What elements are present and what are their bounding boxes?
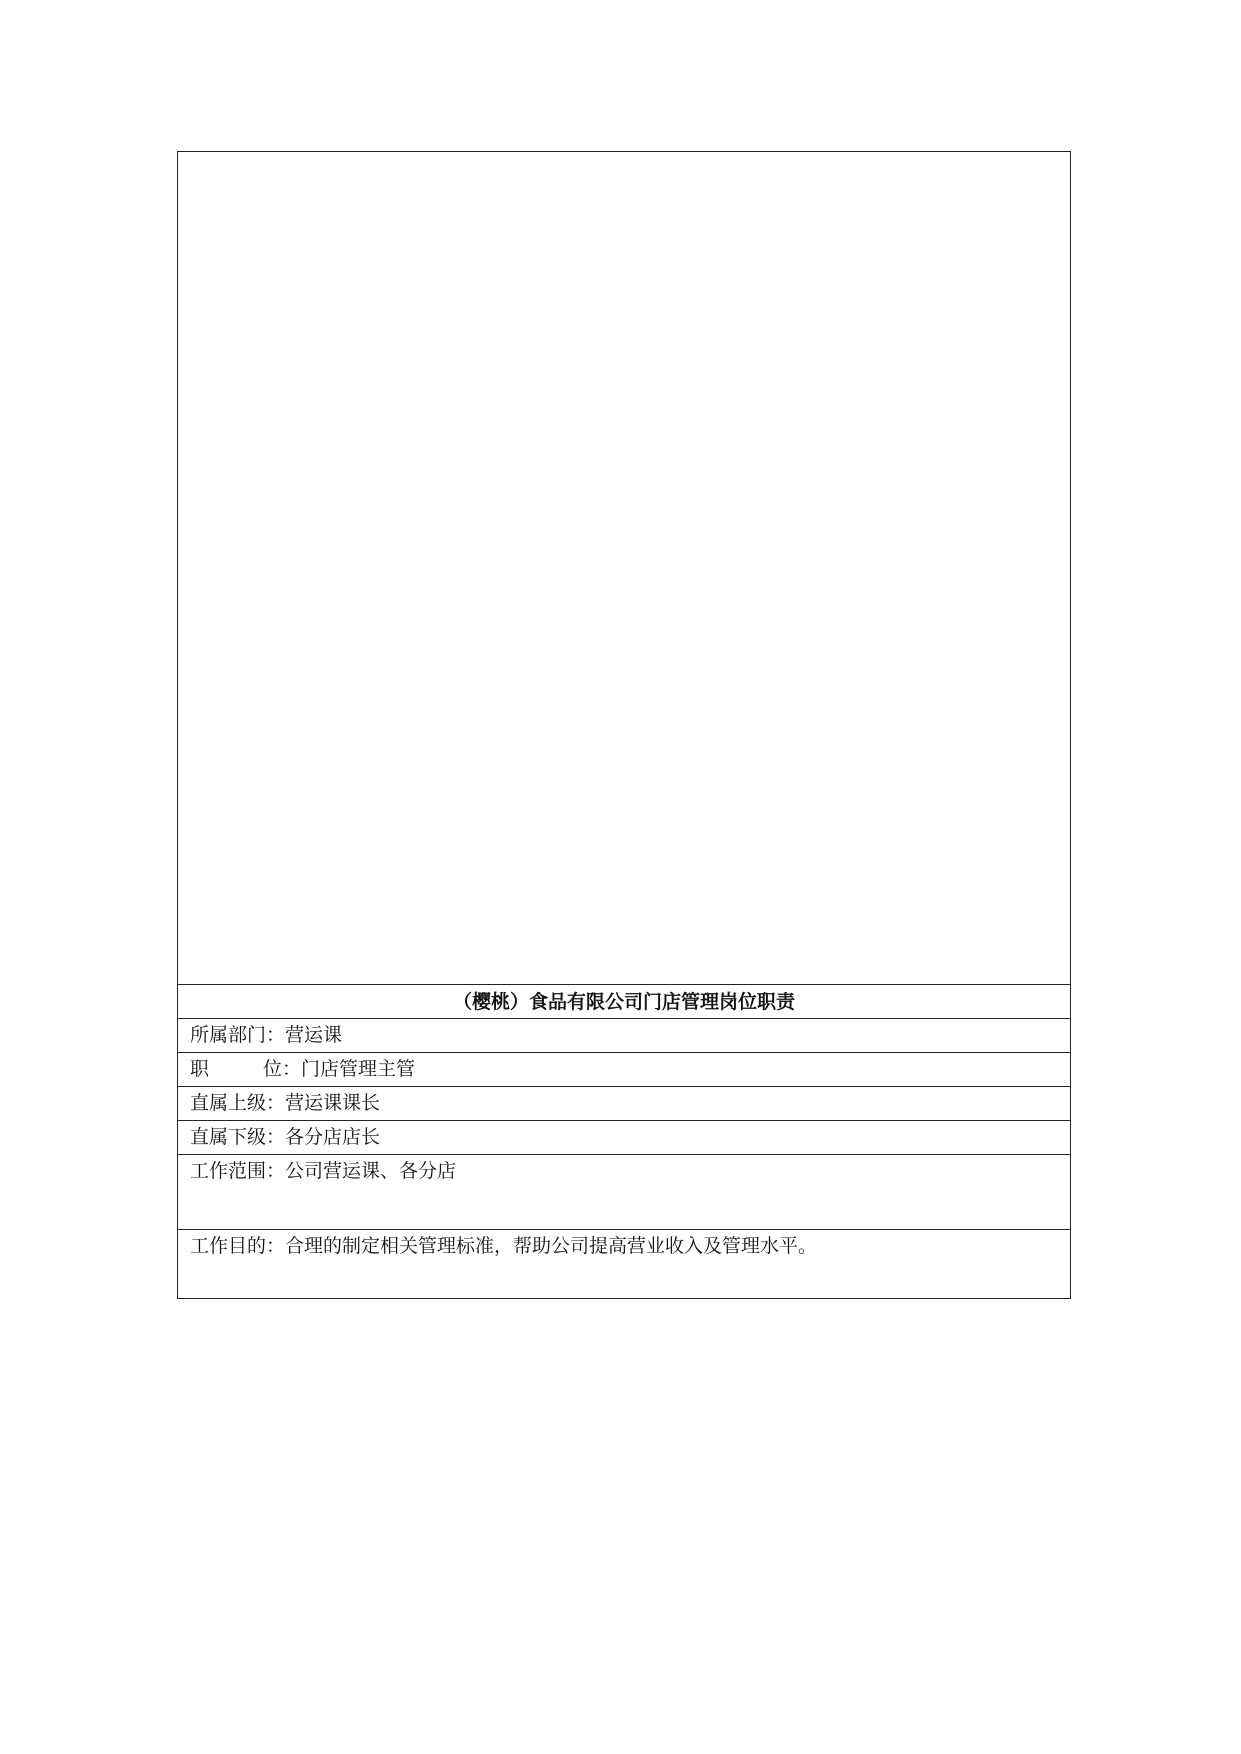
purpose-value: 合理的制定相关管理标准，帮助公司提高营业收入及管理水平。 bbox=[285, 1235, 818, 1257]
position-value: 门店管理主管 bbox=[301, 1058, 416, 1080]
superior-value: 营运课课长 bbox=[285, 1092, 381, 1114]
department-value: 营运课 bbox=[285, 1024, 343, 1046]
scope-value: 公司营运课、各分店 bbox=[285, 1160, 457, 1182]
position-row bbox=[178, 1053, 1070, 1087]
purpose-label: 工作目的： bbox=[190, 1235, 286, 1257]
subordinate-label: 直属下级： bbox=[190, 1126, 286, 1148]
department-label: 所属部门： bbox=[190, 1024, 286, 1046]
job-description-table bbox=[177, 151, 1071, 1299]
document-title: （樱桃）食品有限公司门店管理岗位职责 bbox=[178, 985, 1070, 1019]
subordinate-row bbox=[178, 1121, 1070, 1155]
subordinate-value: 各分店店长 bbox=[285, 1126, 381, 1148]
position-label bbox=[190, 1053, 301, 1086]
position-label-part2: 位： bbox=[263, 1058, 302, 1080]
blank-header-area bbox=[178, 152, 1070, 985]
scope-row bbox=[178, 1155, 1070, 1230]
superior-row bbox=[178, 1087, 1070, 1121]
department-row bbox=[178, 1019, 1070, 1053]
position-label-part1: 职 bbox=[190, 1058, 210, 1080]
purpose-row bbox=[178, 1230, 1070, 1298]
superior-label: 直属上级： bbox=[190, 1092, 286, 1114]
scope-label: 工作范围： bbox=[190, 1160, 286, 1182]
